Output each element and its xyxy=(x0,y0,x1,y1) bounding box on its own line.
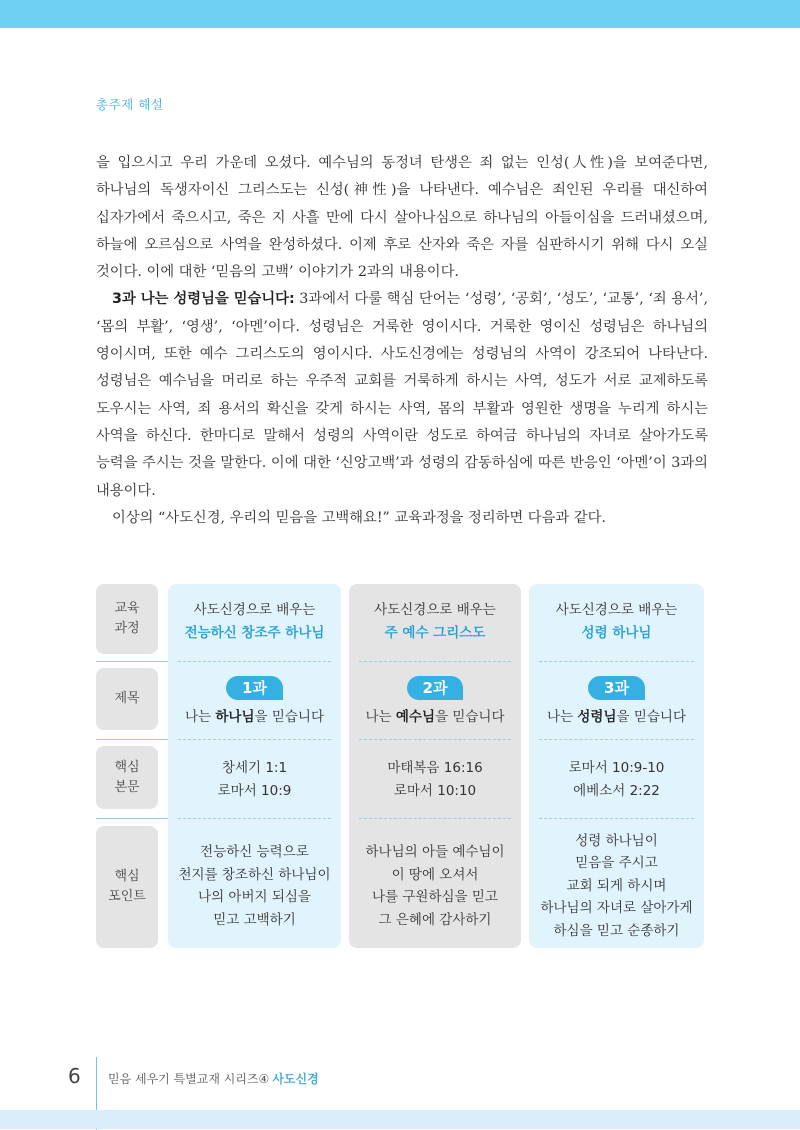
dashed-divider xyxy=(359,818,511,819)
points-cell xyxy=(349,826,521,946)
lesson-title xyxy=(547,706,686,729)
verse-1: 로마서 10:9-10 xyxy=(568,760,665,776)
verse-2: 로마서 10:9 xyxy=(217,783,292,799)
points-cell xyxy=(168,826,341,946)
dashed-divider xyxy=(539,818,694,819)
course-top: 사도신경으로 배우는 xyxy=(374,602,496,618)
lesson3-lead: 3과 나는 성령님을 믿습니다: xyxy=(112,291,295,308)
key-points: 전능하신 능력으로 천지를 창조하신 하나님이 나의 아버지 되심을 믿고 고백하기 xyxy=(178,844,331,928)
bottom-color-band xyxy=(0,1110,800,1129)
paragraph-3: 이상의 “사도신경, 우리의 믿음을 고백해요!” 교육과정을 정리하면 다음과 같다. xyxy=(112,509,606,526)
verse-cell xyxy=(168,748,341,812)
title-post: 을 믿습니다 xyxy=(435,708,505,725)
title-pre: 나는 xyxy=(547,708,578,725)
points-cell xyxy=(529,826,704,946)
title-pre: 나는 xyxy=(185,708,216,725)
dashed-divider xyxy=(178,739,331,740)
body-text xyxy=(96,150,708,532)
paragraph-2-text: 3과에서 다룰 핵심 단어는 ‘성령’, ‘공회’, ‘성도’, ‘교통’, ‘죄 용서’, ‘몸의 부활’, ‘영생’, ‘아멘’이다. 성령님은 거룩한 영이시다. 거룩한 영이신 성령님은 하나님의 영이시며, 또한 예수 그리스도의 영이시다. 사도신경에는 성령님의 사역이 강조되어 나타난다. 성령님은 예수님을 머리로 하는 우주적 교회를 거룩하게 하시는 사역, 성도가 서로 교제하도록 도우시는 사역, 죄 용서의 확신을 갖게 하시는 사역, 몸의 부활과 영원한 생명을 누리게 하시는 사역을 하신다. 한마디로 말해서 성령의 사역이란 성도로 하여금 하나님의 자녀로 살아가도록 능력을 주시는 것을 말한다. 이에 대한 ‘신앙고백’과 성령의 감동하심에 따른 반응인 ‘아멘’이 3과의 내용이다. xyxy=(96,291,708,499)
title-post: 을 믿습니다 xyxy=(616,708,686,725)
course-top: 사도신경으로 배우는 xyxy=(193,602,316,618)
course-cell xyxy=(349,590,521,654)
curriculum-table xyxy=(96,584,704,950)
dashed-divider xyxy=(178,818,331,819)
key-points: 하나님의 아들 예수님이 이 땅에 오셔서 나를 구원하심을 믿고 그 은혜에 감사하기 xyxy=(365,844,505,928)
title-bold: 성령님 xyxy=(577,708,617,725)
row-divider xyxy=(96,661,168,662)
dashed-divider xyxy=(539,739,694,740)
paragraph-1: 을 입으시고 우리 가운데 오셨다. 예수님의 동정녀 탄생은 죄 없는 인성(人性)을 보여준다면, 하나님의 독생자이신 그리스도는 신성(神性)을 나타낸다. 예수님은 죄인된 우리를 대신하여 십자가에서 죽으시고, 죽은 지 사흘 만에 다시 살아나심으로 하나님의 아들이심을 드러내셨으며, 하늘에 오르심으로 사역을 완성하셨다. 이제 후로 산자와 죽은 자를 심판하시기 위해 다시 오실 것이다. 이에 대한 ‘믿음의 고백’ 이야기가 2과의 내용이다. xyxy=(96,155,708,281)
row-label-title: 제목 xyxy=(96,668,158,730)
verse-cell xyxy=(349,748,521,812)
verse-2: 로마서 10:10 xyxy=(393,783,477,799)
dashed-divider xyxy=(539,661,694,662)
course-cell xyxy=(529,590,704,654)
title-cell xyxy=(529,670,704,734)
dashed-divider xyxy=(359,661,511,662)
row-label-verse: 핵심 본문 xyxy=(96,746,158,809)
course-main: 주 예수 그리스도 xyxy=(384,625,486,641)
course-cell xyxy=(168,590,341,654)
row-divider xyxy=(96,818,168,819)
row-divider xyxy=(96,739,168,740)
title-cell xyxy=(349,670,521,734)
dashed-divider xyxy=(178,661,331,662)
verse-2: 에베소서 2:22 xyxy=(573,783,660,799)
verse-cell xyxy=(529,748,704,812)
lesson-badge: 3과 xyxy=(588,676,645,700)
course-main: 전능하신 창조주 하나님 xyxy=(184,625,325,641)
lesson-title xyxy=(185,706,324,729)
lesson-badge: 1과 xyxy=(226,676,283,700)
verse-1: 마태복음 16:16 xyxy=(387,760,483,776)
lesson-title xyxy=(366,706,505,729)
verse-1: 창세기 1:1 xyxy=(221,760,288,776)
lesson-badge: 2과 xyxy=(407,676,464,700)
title-pre: 나는 xyxy=(365,708,396,725)
series-title: 믿음 세우기 특별교재 시리즈④ xyxy=(108,1072,270,1086)
key-points: 성령 하나님이 믿음을 주시고 교회 되게 하시며 하나님의 자녀로 살아가게 하심을 믿고 순종하기 xyxy=(540,832,693,939)
top-color-band xyxy=(0,0,800,28)
course-top: 사도신경으로 배우는 xyxy=(555,602,678,618)
paragraph-2 xyxy=(96,286,708,504)
page-number: 6 xyxy=(68,1064,81,1088)
course-main: 성령 하나님 xyxy=(581,625,652,641)
section-label: 총주제 해설 xyxy=(96,97,164,112)
row-label-points: 핵심 포인트 xyxy=(96,826,158,948)
dashed-divider xyxy=(359,739,511,740)
book-title: 사도신경 xyxy=(272,1072,319,1086)
title-cell xyxy=(168,670,341,734)
title-post: 을 믿습니다 xyxy=(254,708,324,725)
title-bold: 하나님 xyxy=(215,708,255,725)
row-label-course: 교육 과정 xyxy=(96,584,158,654)
title-bold: 예수님 xyxy=(395,708,435,725)
footer-series xyxy=(108,1070,319,1087)
